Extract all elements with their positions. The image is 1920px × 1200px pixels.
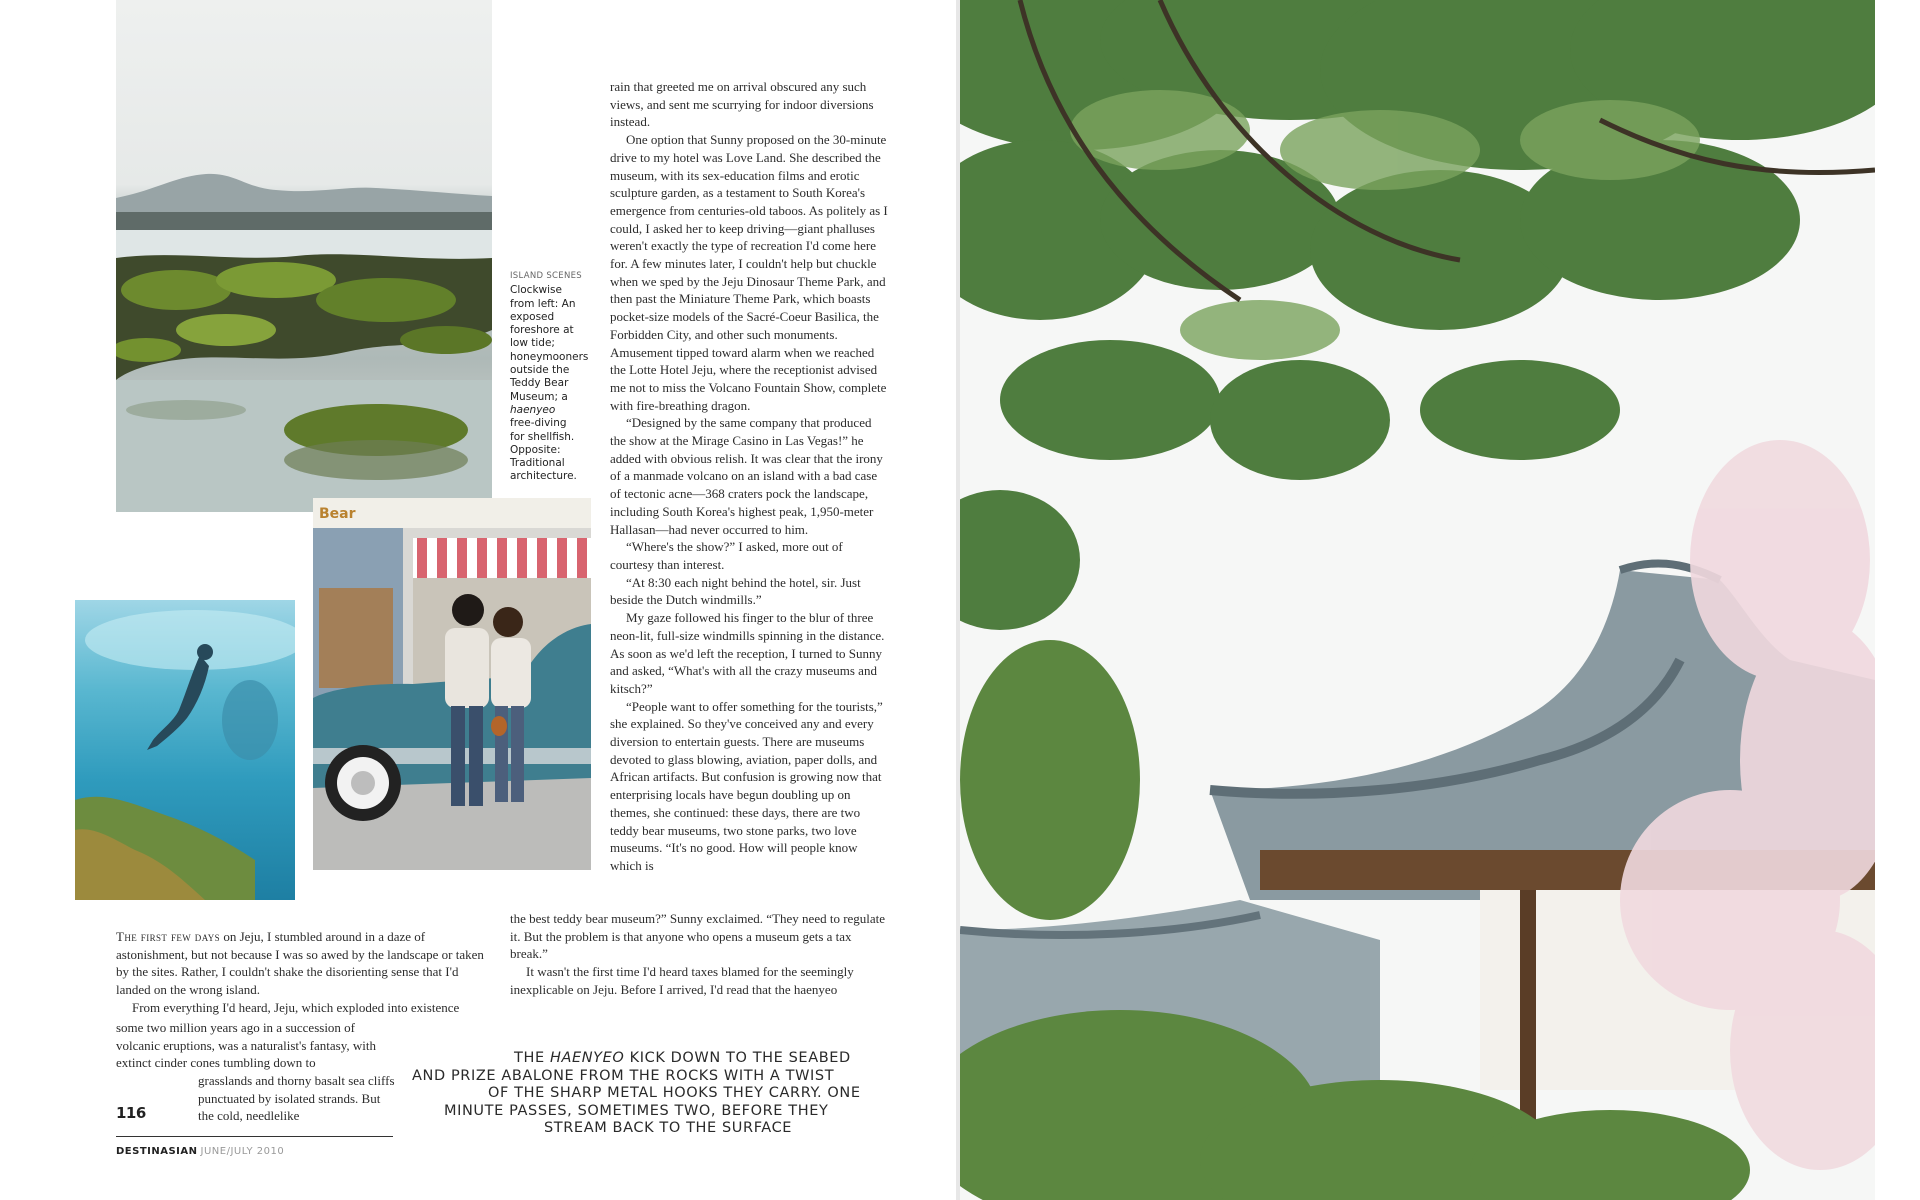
pull-quote (408, 1050, 888, 1138)
caption-italic-word: haenyeo (510, 403, 556, 416)
paragraph: My gaze followed his finger to the blur of three neon-lit, full-size windmills spinning in the distance. As soon as we'd left the reception, I turned to Sunny and asked, “What's with all the crazy museums and kitsch?” (610, 610, 885, 696)
caption-line: outside the (510, 364, 570, 377)
paragraph: the best teddy bear museum?” Sunny exclaimed. “They need to regulate it. But the problem is that anyone who opens a museum gets a tax break.” (510, 911, 886, 962)
article-column-left-indented (198, 1072, 398, 1125)
caption-line: architecture. (510, 470, 577, 483)
photo-caption (510, 270, 592, 484)
photo-teddy-bear-museum-couple (313, 498, 591, 870)
pull-quote-line (408, 1050, 888, 1068)
paragraph: One option that Sunny proposed on the 30-minute drive to my hotel was Love Land. She described the museum, with its sex-education films and erotic sculpture garden, as a testament to South Korea's emergence from centuries-old taboos. As politely as I could, I asked her to keep driving—giant phalluses weren't exactly the type of recreation I'd come here for. A few minutes later, I couldn't help but chuckle when we sped by the Jeju Dinosaur Theme Park, and then past the Miniature Theme Park, which boasts pocket-size models of the Sacré-Coeur Basilica, the Forbidden City, and other such monuments. Amusement tipped toward alarm when we reached the Lotte Hotel Jeju, where the receptionist advised me not to miss the Volcano Fountain Show, complete with fire-breathing dragon. (610, 132, 888, 413)
sign-fragment: Bear (319, 506, 356, 522)
photo-traditional-architecture (960, 0, 1875, 1200)
folio-line (116, 1146, 284, 1157)
caption-line: low tide; (510, 337, 555, 350)
paragraph: From everything I'd heard, Jeju, which exploded into existence (132, 999, 460, 1015)
caption-line: free-diving (510, 417, 567, 430)
issue-date: JUNE/JULY 2010 (200, 1146, 285, 1157)
caption-line: foreshore at (510, 324, 574, 337)
paragraph: “People want to offer something for the tourists,” she explained. So they've conceived any and every diversion to entertain guests. There are museums devoted to glass blowing, aviation, paper dolls, and African artifacts. But confusion is growing now that enterprising locals have begun doubling up on themes, she continued: these days, there are two teddy bear museums, two stone parks, two love museums. “It's no good. How will people know which is (610, 698, 883, 873)
caption-kicker: ISLAND SCENES (510, 271, 582, 281)
pull-quote-text: THE (514, 1050, 550, 1066)
caption-line: Opposite: (510, 443, 561, 456)
article-column-right-continued (510, 910, 890, 999)
article-column-left (116, 928, 496, 1017)
pull-quote-italic: HAENYEO (549, 1050, 625, 1066)
photo-haenyeo-diver (75, 600, 295, 900)
paragraph: rain that greeted me on arrival obscured any such views, and sent me scurrying for indoor diversions instead. (610, 79, 874, 130)
opening-smallcaps: The first few days (116, 929, 221, 944)
pull-quote-line: AND PRIZE ABALONE FROM THE ROCKS WITH A TWIST (412, 1067, 835, 1084)
opening-paragraph (116, 928, 496, 999)
caption-line (510, 404, 592, 417)
paragraph: “At 8:30 each night behind the hotel, sir. Just beside the Dutch windmills.” (610, 574, 861, 608)
paragraph: It wasn't the first time I'd heard taxes blamed for the seemingly inexplicable on Jeju. Before I arrived, I'd read that the haenyeo (510, 964, 854, 997)
pull-quote-line: OF THE SHARP METAL HOOKS THEY CARRY. ONE (488, 1085, 861, 1102)
pull-quote-line: MINUTE PASSES, SOMETIMES TWO, BEFORE THEY (444, 1102, 829, 1119)
photo-coastal-foreshore (116, 0, 492, 512)
caption-line: Traditional (510, 457, 565, 470)
pull-quote-line: STREAM BACK TO THE SURFACE (544, 1120, 793, 1137)
folio-rule (116, 1136, 393, 1137)
caption-line: honeymooners (510, 350, 589, 363)
page-number: 116 (116, 1104, 146, 1122)
paragraph: “Where's the show?” I asked, more out of courtesy than interest. (610, 539, 843, 572)
magazine-brand: DESTINASIAN (116, 1146, 198, 1157)
caption-line: for shellfish. (510, 430, 575, 443)
paragraph: some two million years ago in a succession of volcanic eruptions, was a naturalist's fantasy, with extinct cinder cones tumbling down to (116, 1020, 376, 1071)
article-column-left-narrow (116, 1019, 376, 1072)
opening-text: on Jeju, I stumbled around in a daze of astonishment, but not because I was so awed by the landscape or taken by the sites. Rather, I couldn't shake the disorienting sense that I'd landed on the wrong island. (116, 929, 484, 998)
article-column-right (610, 78, 890, 875)
caption-line: from left: An (510, 297, 576, 310)
caption-line: Clockwise (510, 284, 562, 297)
pull-quote-text: KICK DOWN TO THE SEABED (624, 1050, 851, 1066)
caption-line: exposed (510, 310, 555, 323)
caption-line: Teddy Bear (510, 377, 569, 390)
paragraph: “Designed by the same company that produced the show at the Mirage Casino in Las Vegas!” he added with obvious relish. It was clear that the irony of a manmade volcano on an island with a bad case of tectonic acne—368 craters pock the landscape, including South Korea's highest peak, 1,950-meter Hallasan—had never occurred to him. (610, 415, 883, 537)
paragraph: grasslands and thorny basalt sea cliffs punctuated by isolated strands. But the cold, needlelike (198, 1073, 395, 1124)
caption-line: Museum; a (510, 390, 568, 403)
